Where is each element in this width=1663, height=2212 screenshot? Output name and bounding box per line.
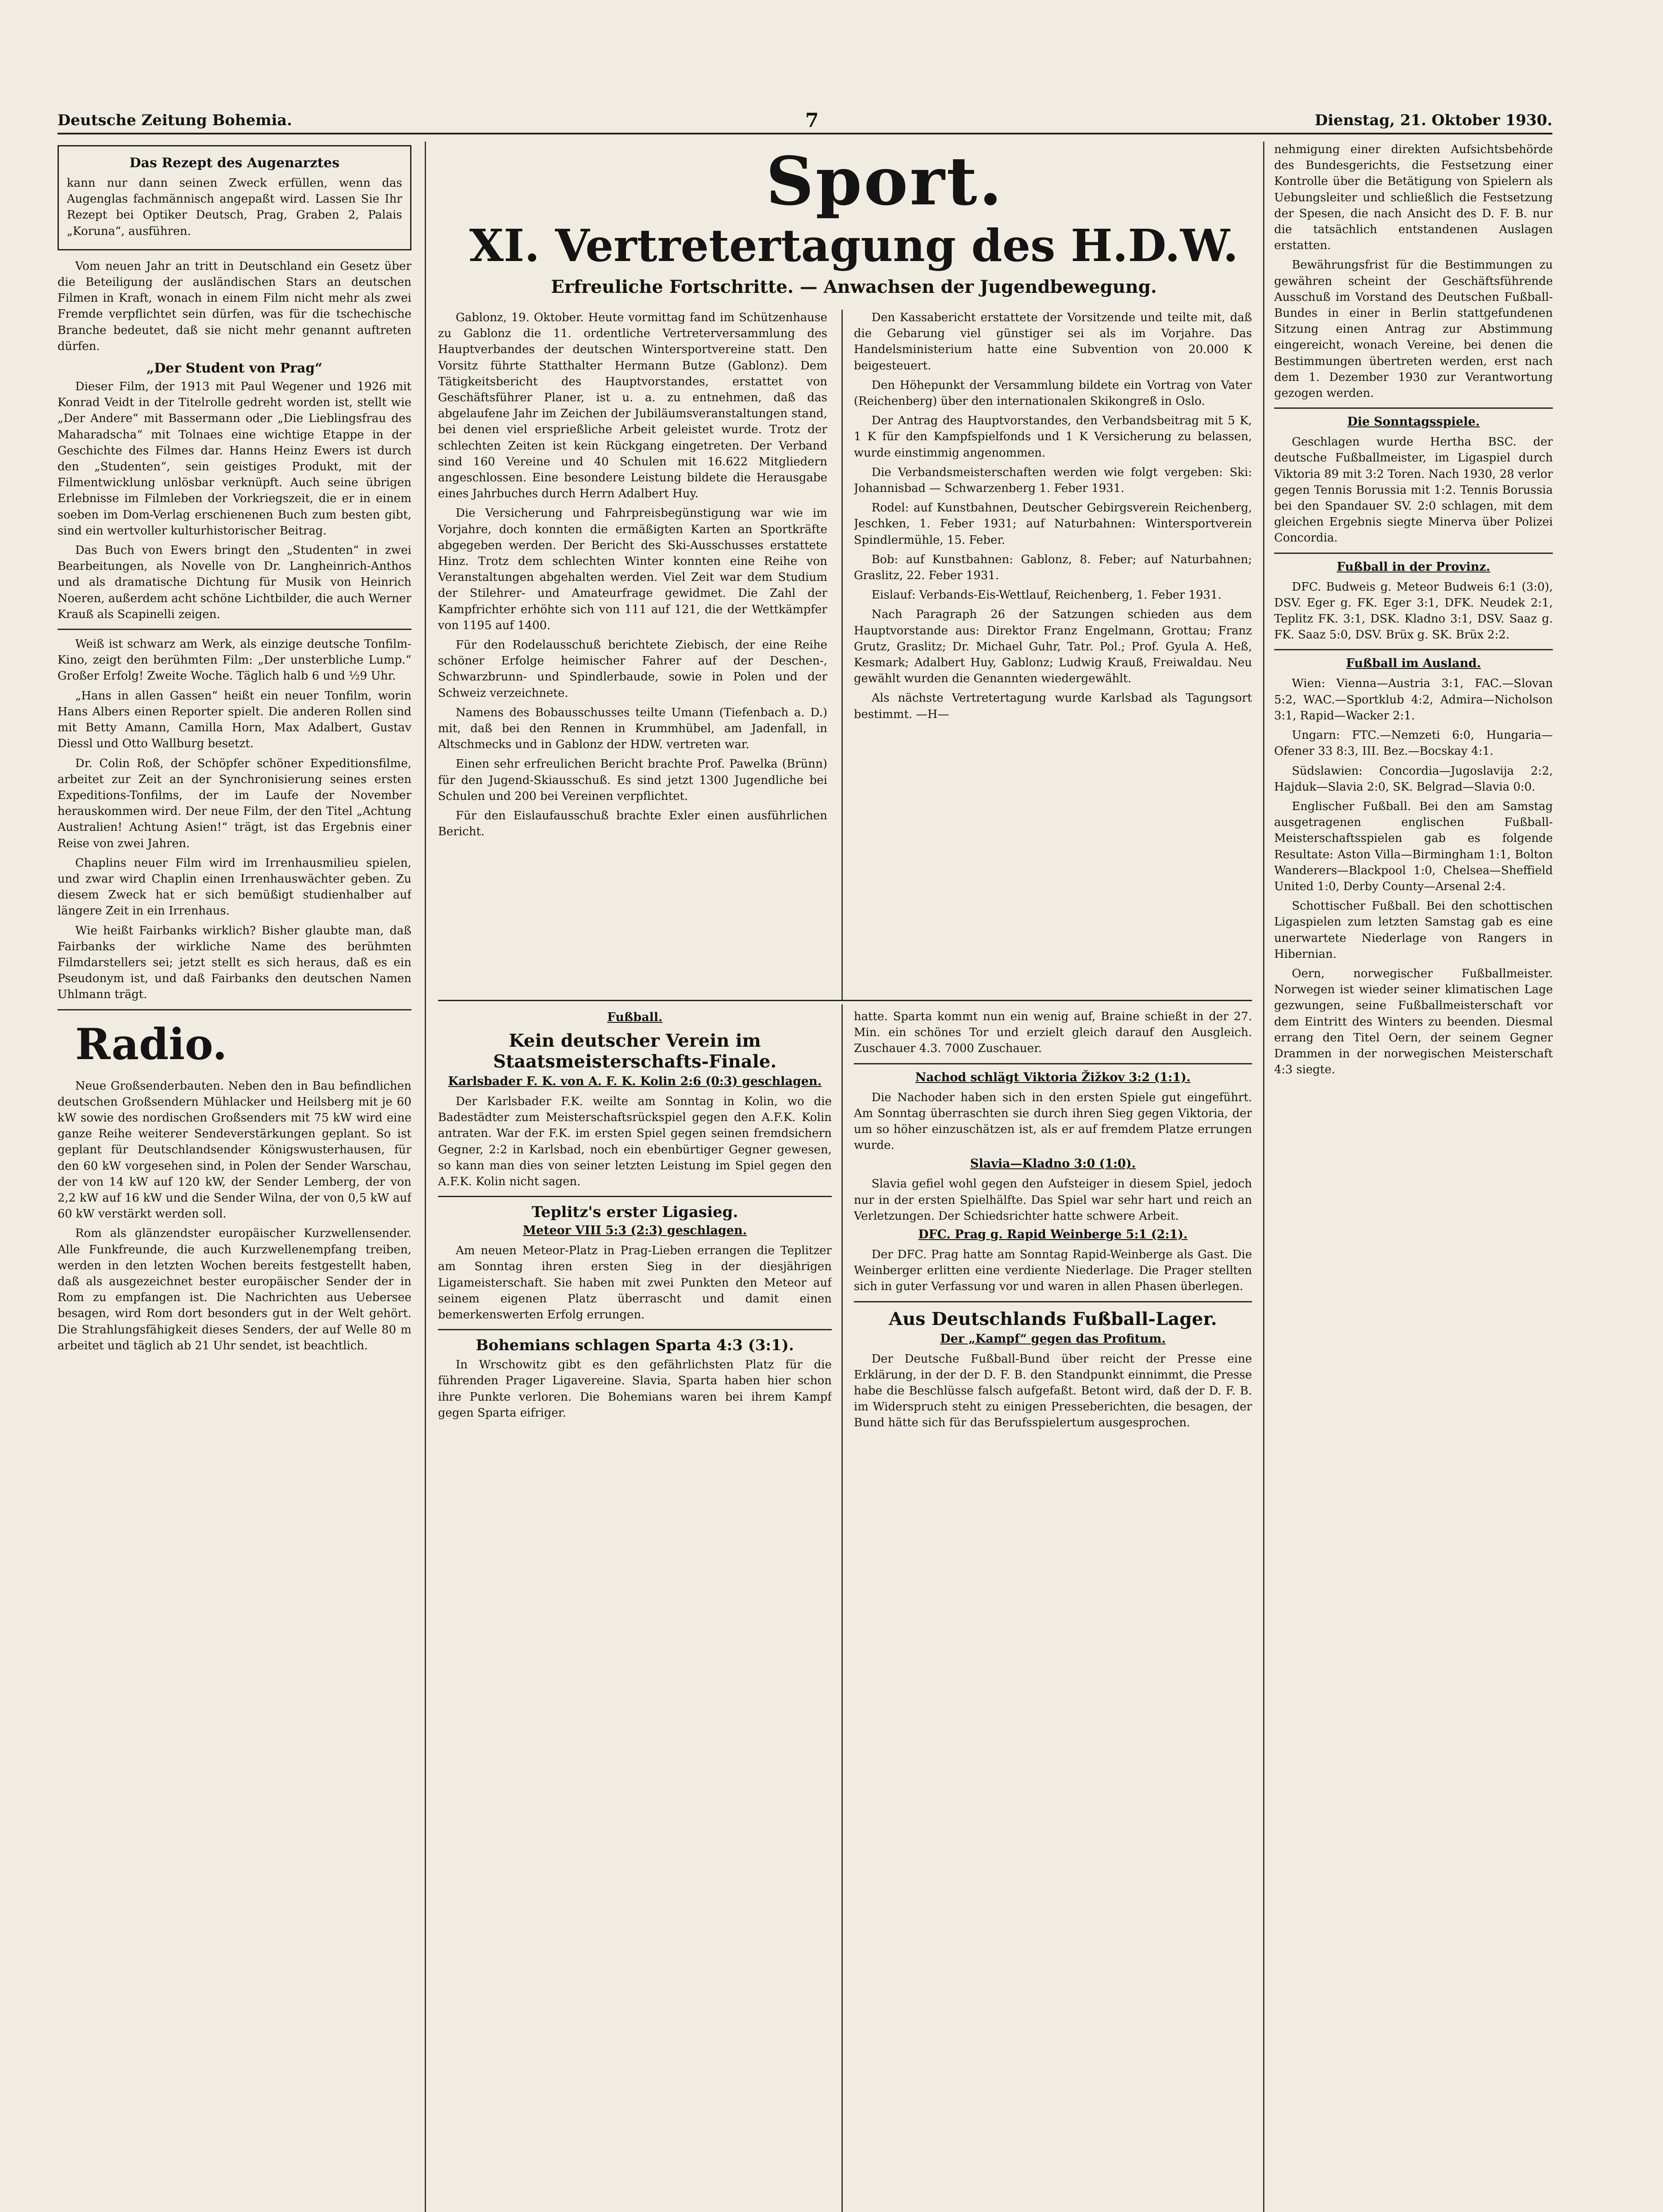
article-paragraph: hatte. Sparta kommt nun ein wenig auf, Braine schießt in der 27. Min. ein schönes Tor und erzielt gleich darauf den Ausgleich. Zuschauer 4.3. 7000 Zuschauer. <box>854 1010 1252 1056</box>
football-subheadline: Karlsbader F. K. von A. F. K. Kolin 2:6 (0:3) geschlagen. <box>448 1075 822 1088</box>
article-paragraph: Dieser Film, der 1913 mit Paul Wegener und 1926 mit Konrad Veidt in der Titelrolle gedreht worden ist, stellt wie „Der Andere“ mit Bassermann oder „Die Lieblingsfrau des Maharadscha“ mit Tolnaes eine wichtige Etappe in der Geschichte des Filmes dar. Hanns Heinz Ewers ist durch den „Studenten“, sein geistiges Produkt, mit der Filmentwicklung unlösbar verknüpft. Auch seine übrigen Erlebnisse im Filmleben der Vorkriegszeit, die er in einem soeben im Dom-Verlag erschienenen Buch zum besten gibt, sind ein wertvoller kulturhistorischer Beitrag. <box>58 380 411 538</box>
article-paragraph: Der Antrag des Hauptvorstandes, den Verbandsbeitrag mit 5 K, 1 K für den Kampfspielfonds und 1 K Versicherung zu belassen, wurde einstimmig angenommen. <box>854 414 1252 460</box>
article-paragraph: Der DFC. Prag hatte am Sonntag Rapid-Weinberge als Gast. Die Weinberger erlitten eine verdiente Niederlage. Die Prager stellten sich in guter Verfassung vor und waren in allen Phasen überlegen. <box>854 1248 1252 1294</box>
match-headline: DFC. Prag g. Rapid Weinberge 5:1 (2:1). <box>918 1228 1188 1242</box>
football-label: Fußball. <box>607 1010 663 1024</box>
column-main-article-left <box>438 310 827 995</box>
article-paragraph: nehmigung einer direkten Aufsichtsbehörde des Bundesgerichts, die Festsetzung einer Kontrolle über die Betätigung von Spielern als Uebungsleiter und schließlich die Festsetzung der Spesen, die nach Ansicht des D. F. B. nur die tatsächlich entstandenen Auslagen erstatten. <box>1274 143 1553 253</box>
article-paragraph: Den Kassabericht erstattete der Vorsitzende und teilte mit, daß die Gebarung viel günstiger sei als im Vorjahre. Das Handelsministerium hatte eine Subvention von 20.000 K beigesteuert. <box>854 311 1252 373</box>
article-paragraph: Der Karlsbader F.K. weilte am Sonntag in Kolin, wo die Badestädter zum Meisterschaftsrückspiel gegen den A.F.K. Kolin antraten. War der F.K. im ersten Spiel gegen seinen fremdsichern Gegner, 2:2 in Karlsbad, noch ein ebenbürtiger Gegner gewesen, so kann man dies von seiner letzten Leistung im Spiel gegen den A.F.K. Kolin nicht sagen. <box>438 1095 832 1189</box>
divider <box>1274 407 1553 409</box>
column-football-results <box>854 1009 1252 2212</box>
advert-text: kann nur dann seinen Zweck erfüllen, wenn das Augenglas fachmännisch angepaßt wird. Lassen Sie Ihr Rezept bei Optiker Deutsch, Prag, Graben 2, Palais „Koruna“, ausführen. <box>67 177 402 238</box>
match-headline: Nachod schlägt Viktoria Žižkov 3:2 (1:1). <box>915 1070 1191 1084</box>
article-paragraph: Bob: auf Kunstbahnen: Gablonz, 8. Feber; auf Naturbahnen; Graslitz, 22. Feber 1931. <box>854 553 1252 583</box>
article-paragraph: Schottischer Fußball. Bei den schottischen Ligaspielen zum letzten Samstag gab es eine unerwartete Niederlage von Rangers in Hibernian. <box>1274 899 1553 961</box>
article-paragraph: Für den Rodelausschuß berichtete Ziebisch, der eine Reihe schöner Erfolge heimischer Fahrer auf der Deschen-, Schwarzbrunn- und Spindlerbaude, sowie in Polen und der Schweiz verzeichnete. <box>438 638 827 700</box>
article-paragraph: Nach Paragraph 26 der Satzungen schieden aus dem Hauptvorstande aus: Direktor Franz Engelmann, Grottau; Franz Grutz, Graslitz; Dr. Michael Guhr, Tatr. Pol.; Prof. Gyula A. Heß, Kesmark; Adalbert Huy, Gablonz; Ludwig Krauß, Freiwaldau. Neu gewählt wurden die Genannten wiedergewählt. <box>854 608 1252 686</box>
article-paragraph: Rom als glänzendster europäischer Kurzwellensender. Alle Funkfreunde, die auch Kurzwellenempfang treiben, werden in den letzten Wochen bereits festgestellt haben, daß als ausgezeichnet bester europäischer Sender der in Rom zu empfangen ist. Die Nachrichten aus Uebersee besagen, wird Rom dort besonders gut in der Welt gehört. Die Strahlungsfähigkeit dieses Senders, der auf Welle 80 m arbeitet und täglich ab 21 Uhr sendet, ist beachtlich. <box>58 1227 411 1352</box>
advert-title: Das Rezept des Augenarztes <box>129 155 340 171</box>
divider <box>58 1009 411 1010</box>
article-paragraph: Ungarn: FTC.—Nemzeti 6:0, Hungaria—Ofener 33 8:3, III. Bez.—Bocskay 4:1. <box>1274 729 1553 758</box>
article-paragraph: Die Nachoder haben sich in den ersten Spiele gut eingeführt. Am Sonntag überraschten sie durch ihren Sieg gegen Viktoria, der um so höher einzuschätzen ist, als er auf fremdem Platze errungen wurde. <box>854 1091 1252 1152</box>
article-paragraph: Slavia gefiel wohl gegen den Aufsteiger in diesem Spiel, jedoch nur in der ersten Spielhälfte. Das Spiel war sehr hart und reich an Verletzungen. Der Schiedsrichter hatte schwere Arbeit. <box>854 1177 1252 1223</box>
divider <box>1274 553 1553 554</box>
divider <box>438 1196 832 1197</box>
article-paragraph: Den Höhepunkt der Versammlung bildete ein Vortrag von Vater (Reichenberg) über den internationalen Skikongreß in Oslo. <box>854 378 1252 408</box>
article-paragraph: Bewährungsfrist für die Bestimmungen zu gewähren scheint der Geschäftsführende Ausschuß im Vorstand des Deutschen Fußball-Bundes in einer in Berlin stattgefundenen Sitzung einen Antrag zur Abstimmung eingereicht, wonach Vereine, bei denen die Bestimmungen übertreten werden, erst nach dem 1. Dezember 1930 zur Verantwortung gezogen werden. <box>1274 258 1553 400</box>
article-paragraph: Der Deutsche Fußball-Bund über reicht der Presse eine Erklärung, in der der D. F. B. den Standpunkt einnimmt, die Presse habe die Beschlüsse falsch aufgefaßt. Betont wird, daß der D. F. B. im Widerspruch steht zu einigen Presseberichten, die besagen, der Bund hätte sich für das Berufsspielertum ausgesprochen. <box>854 1352 1252 1430</box>
divider <box>58 629 411 630</box>
article-paragraph: Südslawien: Concordia—Jugoslavija 2:2, Hajduk—Slavia 2:0, SK. Belgrad—Slavia 0:0. <box>1274 764 1553 794</box>
divider <box>854 1301 1252 1302</box>
column-football-news <box>1274 142 1553 2212</box>
radio-heading: Radio. <box>75 1019 227 1069</box>
article-paragraph: Für den Eislaufausschuß brachte Exler einen ausführlichen Bericht. <box>438 809 827 839</box>
article-paragraph: In Wrschowitz gibt es den gefährlichsten Platz für die führenden Prager Ligavereine. Slavia, Sparta haben hier schon ihre Punkte verloren. Die Bohemians waren bei ihrem Kampf gegen Sparta eifriger. <box>438 1358 832 1420</box>
column-rule <box>841 310 843 1000</box>
football-headline: Kein deutscher Verein im Staatsmeisterschafts-Finale. <box>493 1030 777 1072</box>
article-paragraph: Neue Großsenderbauten. Neben den in Bau befindlichen deutschen Großsendern Mühlacker und Heilsberg mit je 60 kW sowie des nordischen Großsenders mit 75 kW wird eine ganze Reihe weiterer Sendeverstärkungen geplant. So ist geplant für Deutschlandsender Königswusterhausen, für den 60 kW vorgesehen sind, in Polen der Sender Warschau, der von 14 kW auf 120 kW, der Sender Lemberg, der von 2,2 kW auf 16 kW und die Sender Wilna, der von 0,5 kW auf 60 kW verstärkt werden soll. <box>58 1079 411 1221</box>
article-paragraph: Vom neuen Jahr an tritt in Deutschland ein Gesetz über die Beteiligung der ausländischen Stars an deutschen Filmen in Kraft, wonach in einem Film nicht mehr als zwei Fremde verpflichtet sein dürfen, was für die tschechische Branche bedeutet, daß sie nicht mehr genannt auftreten dürfen. <box>58 259 411 353</box>
section-headline: Die Sonntagsspiele. <box>1347 415 1480 429</box>
column-rule <box>425 142 426 2212</box>
column-main-article-right <box>854 310 1252 995</box>
column-film-radio <box>58 142 411 2212</box>
article-paragraph: Einen sehr erfreulichen Bericht brachte Prof. Pawelka (Brünn) für den Jugend-Skiausschuß. Es sind jetzt 1300 Jugendliche bei Schulen und 200 bei Vereinen verpflichtet. <box>438 757 827 803</box>
section-subheadline: Meteor VIII 5:3 (2:3) geschlagen. <box>522 1224 747 1238</box>
sport-heading: Sport. <box>766 142 1004 220</box>
article-paragraph: DFC. Budweis g. Meteor Budweis 6:1 (3:0), DSV. Eger g. FK. Eger 3:1, DFK. Neudek 2:1, Teplitz FK. 3:1, DSK. Kladno 3:1, DSV. Saaz g. FK. Saaz 5:0, DSV. Brüx g. SK. Brüx 2:2. <box>1274 580 1553 642</box>
article-paragraph: Die Versicherung und Fahrpreisbegünstigung war wie im Vorjahre, doch konnten die ermäßigten Karten an Sportkräfte abgegeben werden. Der Bericht des Ski-Ausschusses erstattete Hinz. Trotz dem schlechten Winter konnten eine Reihe von Veranstaltungen abgehalten werden. Viel Zeit war dem Studium der Stilehrer- und Amateurfrage gewidmet. Die Zahl der Kampfrichter erhöhte sich von 111 auf 121, die der Wettkämpfer von 1195 auf 1400. <box>438 507 827 632</box>
divider <box>438 1329 832 1330</box>
article-paragraph: Wie heißt Fairbanks wirklich? Bisher glaubte man, daß Fairbanks der wirkliche Name des berühmten Filmdarstellers sei; jetzt stellt es sich heraus, daß es ein Pseudonym ist, und daß Fairbanks den deutschen Namen Uhlmann trägt. <box>58 924 411 1002</box>
article-paragraph: Chaplins neuer Film wird im Irrenhausmilieu spielen, und zwar wird Chaplin einen Irrenhauswächter geben. Zu diesem Zweck hat er sich bemüßigt studienhalber auf längere Zeit in ein Irrenhaus. <box>58 856 411 918</box>
section-headline: Fußball im Ausland. <box>1346 657 1481 671</box>
main-subheadline: Erfreuliche Fortschritte. — Anwachsen der Jugendbewegung. <box>551 276 1157 297</box>
match-headline: Slavia—Kladno 3:0 (1:0). <box>970 1157 1136 1171</box>
divider <box>1274 649 1553 650</box>
article-paragraph: Oern, norwegischer Fußballmeister. Norwegen ist wieder seiner klimatischen Lage gezwungen, seine Fußballmeisterschaft vor dem Eintritt des Winters zu beenden. Diesmal errang den Titel Oern, der seinem Gegner Drammen in der norwegischen Meisterschaft 4:3 siegte. <box>1274 967 1553 1077</box>
main-headline: XI. Vertretertagung des H.D.W. <box>469 219 1239 272</box>
issue-date: Dienstag, 21. Oktober 1930. <box>1314 111 1552 129</box>
article-paragraph: Namens des Bobausschusses teilte Umann (Tiefenbach a. D.) mit, daß bei den Rennen in Krummhübel, am Jadenfall, in Altschmecks und in Gablonz der HDW. vertreten war. <box>438 706 827 752</box>
article-paragraph: „Hans in allen Gassen“ heißt ein neuer Tonfilm, worin Hans Albers einen Reporter spielt. Die anderen Rollen sind mit Betty Amann, Camilla Horn, Max Adalbert, Gustav Diessl und Otto Wallburg besetzt. <box>58 689 411 751</box>
section-headline: Aus Deutschlands Fußball-Lager. <box>889 1308 1217 1329</box>
section-divider <box>438 1000 1252 1001</box>
column-rule <box>1263 142 1264 2212</box>
article-paragraph: Geschlagen wurde Hertha BSC. der deutsche Fußballmeister, im Ligaspiel durch Viktoria 89 mit 3:2 Toren. Nach 1930, 28 verlor gegen Tennis Borussia mit 1:2. Tennis Borussia bei den Spandauer SV. 2:0 schlagen, mit dem gleichen Ergebnis siegte Minerva über Polizei Concordia. <box>1274 435 1553 545</box>
section-headline: Fußball in der Provinz. <box>1337 560 1490 574</box>
article-paragraph: Das Buch von Ewers bringt den „Studenten“ in zwei Bearbeitungen, als Novelle von Dr. Langheinrich-Anthos und als dramatische Dichtung für Musik von Heinrich Noeren, außerdem acht schöne Lichtbilder, die auch Werner Krauß als Scapinelli zeigen. <box>58 544 411 621</box>
article-paragraph: Englischer Fußball. Bei den am Samstag ausgetragenen englischen Fußball-Meisterschaftsspielen gab es folgende Resultate: Aston Villa—Birmingham 1:1, Bolton Wanderers—Blackpool 1:0, Chelsea—Sheffield United 1:0, Derby County—Arsenal 2:4. <box>1274 799 1553 893</box>
section-subheadline: Der „Kampf“ gegen das Profitum. <box>940 1332 1166 1346</box>
film-title: „Der Student von Prag“ <box>146 361 323 376</box>
divider <box>854 1063 1252 1064</box>
article-paragraph: Eislauf: Verbands-Eis-Wettlauf, Reichenberg, 1. Feber 1931. <box>872 588 1221 602</box>
advert-box <box>58 145 411 250</box>
column-football <box>438 1009 832 2212</box>
page-header <box>58 106 1552 134</box>
section-headline: Bohemians schlagen Sparta 4:3 (3:1). <box>476 1336 794 1355</box>
article-paragraph: Rodel: auf Kunstbahnen, Deutscher Gebirgsverein Reichenberg, Jeschken, 1. Feber 1931; auf Naturbahnen: Wintersportverein Spindlermühle, 15. Feber. <box>854 501 1252 547</box>
section-headline: Teplitz's erster Ligasieg. <box>531 1203 738 1221</box>
masthead-left: Deutsche Zeitung Bohemia. <box>58 111 292 129</box>
article-paragraph: Die Verbandsmeisterschaften werden wie folgt vergeben: Ski: Johannisbad — Schwarzenberg 1. Feber 1931. <box>854 465 1252 495</box>
article-paragraph: Am neuen Meteor-Platz in Prag-Lieben errangen die Teplitzer am Sonntag ihren ersten Sieg in der diesjährigen Ligameisterschaft. Sie haben mit zwei Punkten den Meteor auf seinem eigenen Platz überrascht und damit einen bemerkenswerten Erfolg errungen. <box>438 1244 832 1322</box>
article-paragraph: Gablonz, 19. Oktober. Heute vormittag fand im Schützenhause zu Gablonz die 11. ordentliche Vertreterversammlung des Hauptverbandes der deutschen Wintersportvereine statt. Den Vorsitz führte Statthalter Hermann Butze (Gablonz). Dem Tätigkeitsbericht des Hauptvorstandes, erstattet von Geschäftsführer Planer, ist u. a. zu entnehmen, daß das abgelaufene Jahr im Zeichen der Jubiläumsveranstaltungen stand, bei denen viel ersprießliche Arbeit geleistet wurde. Trotz der schlechten Zeiten ist kein Rückgang eingetreten. Der Verband sind 160 Vereine und 40 Schulen mit 16.622 Mitgliedern angeschlossen. Eine besondere Leistung bildete die Herausgabe eines Jahrbuches durch Herrn Adalbert Huy. <box>438 311 827 501</box>
article-paragraph: Wien: Vienna—Austria 3:1, FAC.—Slovan 5:2, WAC.—Sportklub 4:2, Admira—Nicholson 3:1, Rapid—Wacker 2:1. <box>1274 677 1553 722</box>
article-paragraph: Dr. Colin Roß, der Schöpfer schöner Expeditionsfilme, arbeitet zur Zeit an der Synchronisierung seines ersten Expeditions-Tonfilms, der im Laufe der November herauskommen wird. Der neue Film, der den Titel „Achtung Australien! Achtung Asien!“ trägt, ist das Ergebnis einer Reise von zwei Jahren. <box>58 757 411 850</box>
article-paragraph: Als nächste Vertretertagung wurde Karlsbad als Tagungsort bestimmt. —H— <box>854 691 1252 721</box>
column-rule <box>841 1004 843 2212</box>
article-paragraph: Weiß ist schwarz am Werk, als einzige deutsche Tonfilm-Kino, zeigt den berühmten Film: „Der unsterbliche Lump.“ Großer Erfolg! Zweite Woche. Täglich halb 6 und ½9 Uhr. <box>58 637 411 683</box>
page-number: 7 <box>805 109 819 132</box>
